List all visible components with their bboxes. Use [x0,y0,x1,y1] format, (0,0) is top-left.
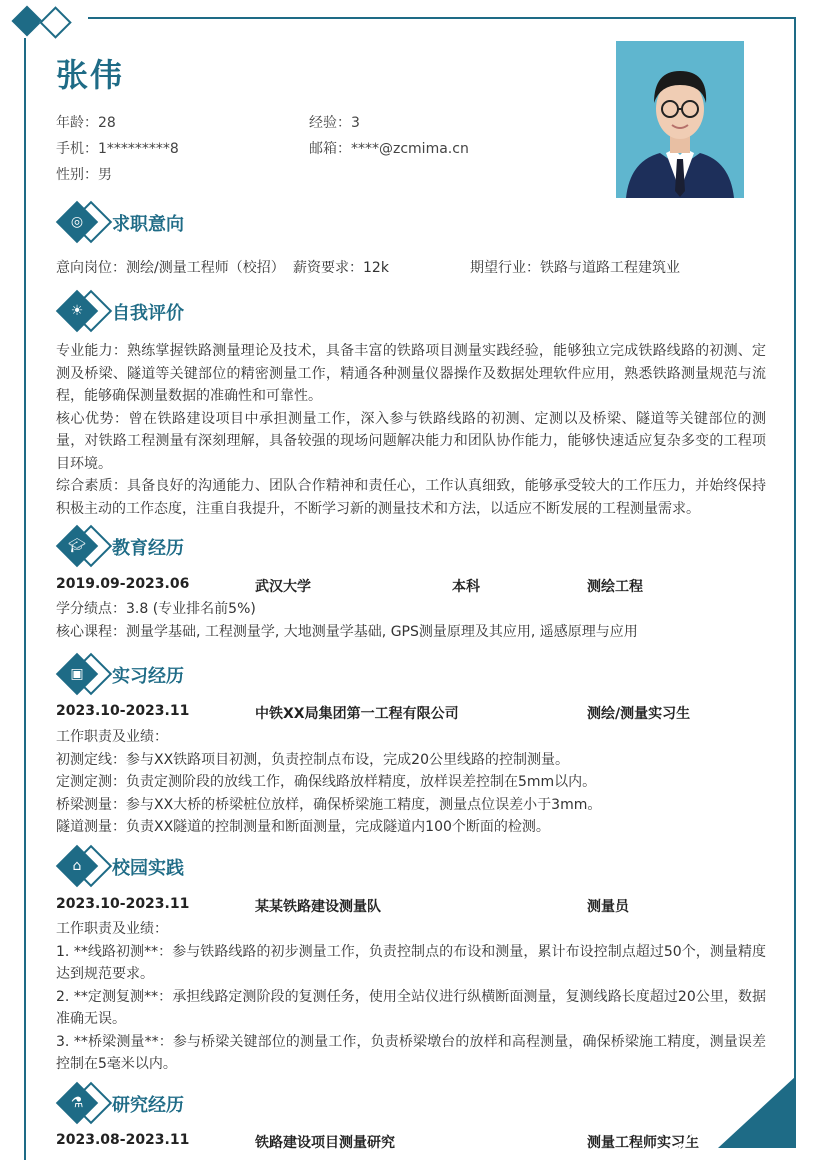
campus-item: 1. **线路初测**：参与铁路线路的初步测量工作，负责控制点的布设和测量，累计布设控制点超过50个，测量精度达到规范要求。 [56,943,766,982]
section-title: 实习经历 [112,666,184,687]
research-project: 铁路建设项目测量研究 [255,1135,395,1151]
section-title: 教育经历 [112,538,184,559]
intent-salary: 薪资要求：12k [293,260,389,276]
research-date: 2023.08-2023.11 [56,1132,190,1148]
frame-left-line [24,38,26,1160]
campus-role: 测量员 [587,899,629,915]
internship-line: 初测定线：参与XX铁路项目初测，负责控制点布设，完成20公里线路的控制测量。 [56,751,569,768]
internship-row [56,703,766,723]
campus-org: 某某铁路建设测量队 [255,899,381,915]
phone-field: 手机：1*********8 [56,141,179,157]
candidate-name: 张伟 [56,56,125,94]
education-date: 2019.09-2023.06 [56,576,190,592]
internship-role: 测绘/测量实习生 [587,706,691,722]
bulb-icon: ☀ [70,303,84,319]
self-eval-text [56,340,766,520]
section-header-self-eval [58,292,358,336]
campus-intro: 工作职责及业绩： [56,921,168,937]
email-field: 邮箱：****@zcmima.cn [309,141,469,157]
flask-icon: ⚗ [70,1095,84,1111]
section-header-campus [58,847,358,891]
profile-photo [616,41,744,198]
internship-date: 2023.10-2023.11 [56,703,190,719]
internship-line: 隧道测量：负责XX隧道的控制测量和断面测量，完成隧道内100个断面的检测。 [56,819,550,835]
self-eval-paragraph: 综合素质：具备良好的沟通能力、团队合作精神和责任心，工作认真细致，能够承受较大的工作压力，并始终保持积极主动的工作态度，注重自我提升，不断学习新的测量技术和方法，以适应不断发展的工程测量需求。 [56,478,766,517]
intent-industry: 期望行业：铁路与道路工程建筑业 [470,260,680,276]
section-title: 自我评价 [112,303,184,324]
experience-field: 经验：3 [309,115,360,131]
section-title: 校园实践 [112,858,184,879]
campus-item: 3. **桥梁测量**：参与桥梁关键部位的测量工作，负责桥梁墩台的放样和高程测量，确保桥梁施工精度，测量误差控制在5毫米以内。 [56,1033,766,1072]
section-header-intent [58,203,358,247]
campus-details [56,918,766,1076]
internship-line: 桥梁测量：参与XX大桥的桥梁桩位放样，确保桥梁施工精度，测量点位误差小于3mm。 [56,796,602,813]
education-degree: 本科 [452,579,480,595]
internship-line: 定测定测：负责定测阶段的放线工作，确保线路放样精度，放样误差控制在5mm以内。 [56,774,597,790]
graduation-cap-icon: 🎓︎ [68,538,86,554]
section-header-research [58,1084,358,1128]
corner-diamond-outline [39,6,72,39]
target-icon: ◎ [70,214,84,230]
research-role: 测量工程师实习生 [587,1135,699,1151]
self-eval-paragraph: 专业能力：熟练掌握铁路测量理论及技术，具备丰富的铁路项目测量实践经验，能够独立完成铁路线路的初测、定测及桥梁、隧道等关键部位的精密测量工作，精通各种测量仪器操作及数据处理软件应用，熟悉铁路测量规范与流程，能够确保测量数据的准确性和可靠性。 [56,343,766,404]
section-header-education [58,527,358,571]
self-eval-paragraph: 核心优势：曾在铁路建设项目中承担测量工作，深入参与铁路线路的初测、定测以及桥梁、隧道等关键部位的测量，对铁路工程测量有深刻理解，具备较强的现场问题解决能力和团队协作能力，能够快速适应复杂多变的工程项目环境。 [56,410,766,472]
building-icon: ⌂ [72,858,82,874]
frame-right-line [794,17,796,1107]
education-gpa: 学分绩点：3.8 (专业排名前5%) [56,601,256,617]
education-courses: 核心课程：测量学基础, 工程测量学, 大地测量学基础, GPS测量原理及其应用, 遥感原理与应用 [56,623,638,640]
education-school: 武汉大学 [255,579,311,595]
corner-triangle-decoration [718,1076,796,1148]
campus-date: 2023.10-2023.11 [56,896,190,912]
research-row [56,1132,766,1152]
education-major: 测绘工程 [587,579,643,595]
internship-details [56,726,766,839]
education-details [56,598,766,643]
frame-top-line [88,17,796,19]
gender-field: 性别：男 [56,167,112,183]
briefcase-icon: ▣ [70,666,84,682]
internship-company: 中铁XX局集团第一工程有限公司 [255,706,459,722]
section-title: 研究经历 [112,1095,184,1116]
internship-line: 工作职责及业绩： [56,729,168,745]
section-title: 求职意向 [112,214,184,235]
age-field: 年龄：28 [56,115,116,131]
education-row [56,576,766,596]
section-header-internship [58,655,358,699]
campus-row [56,896,766,916]
corner-diamond-filled [11,5,42,36]
intent-row [56,257,766,277]
campus-item: 2. **定测复测**：承担线路定测阶段的复测任务，使用全站仪进行纵横断面测量，复测线路长度超过20公里，数据准确无误。 [56,988,766,1027]
intent-position: 意向岗位：测绘/测量工程师（校招） [56,260,285,276]
